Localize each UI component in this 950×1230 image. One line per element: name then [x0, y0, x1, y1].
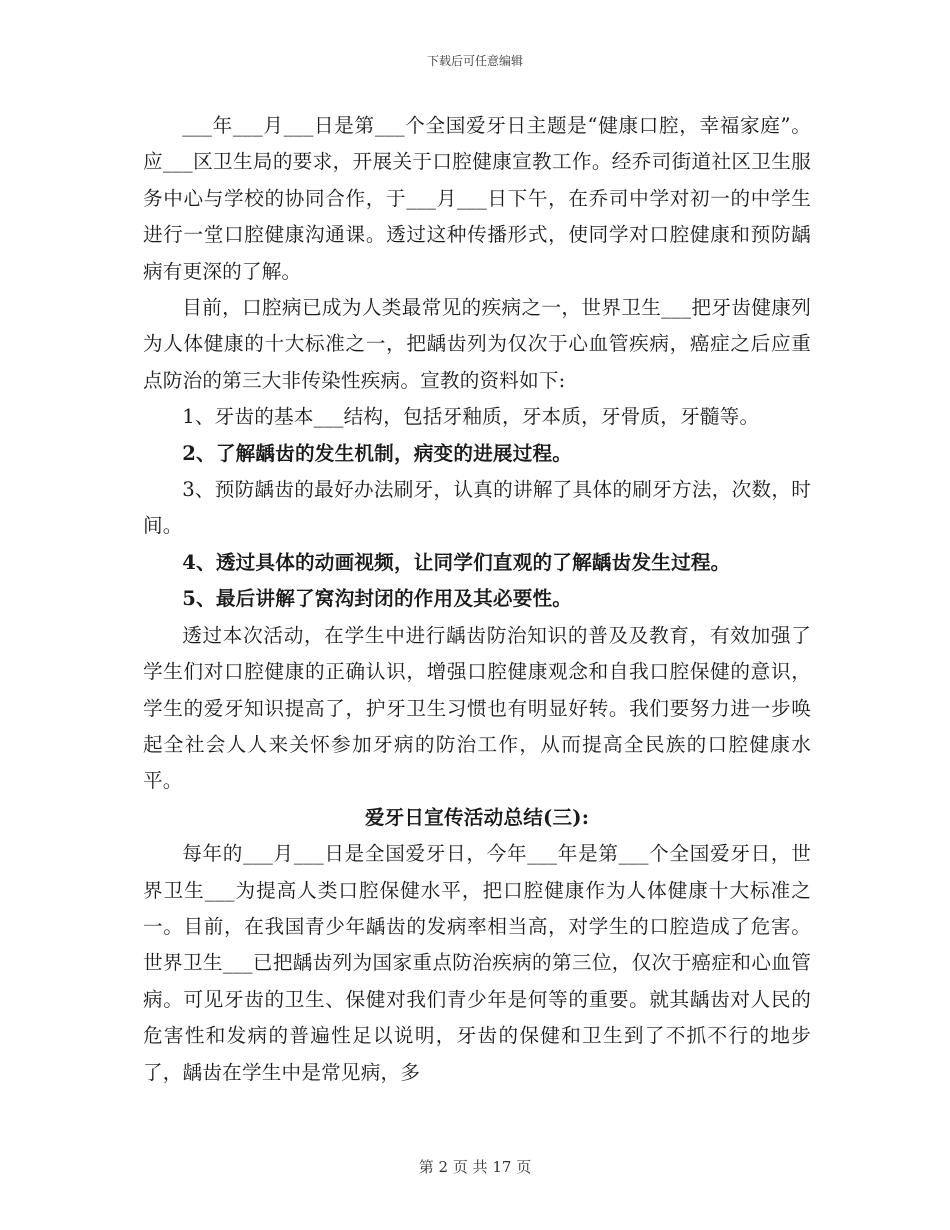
list-item-4: 4、透过具体的动画视频，让同学们直观的了解龋齿发生过程。 [182, 550, 731, 574]
section-title: 爱牙日宣传活动总结(三): [364, 805, 590, 829]
list-item-2: 2、了解龋齿的发生机制，病变的进展过程。 [182, 441, 573, 465]
document-body [143, 108, 811, 1091]
page-header: 下载后可任意编辑 [426, 54, 523, 68]
paragraph-conclusion: 透过本次活动，在学生中进行龋齿防治知识的普及及教育，有效加强了学生们对口腔健康的正确认识，增强口腔健康观念和自我口腔保健的意识，学生的爱牙知识提高了，护牙卫生习惯也有明显好转。我们要努力进一步唤起全社会人人来关怀参加牙病的防治工作，从而提高全民族的口腔健康水平。 [143, 623, 811, 793]
paragraph-section-three: 每年的___月___日是全国爱牙日，今年___年是第___个全国爱牙日，世界卫生___为提高人类口腔保健水平，把口腔健康作为人体健康十大标准之一。目前，在我国青少年龋齿的发病率相当高，对学生的口腔造成了危害。世界卫生___已把龋齿列为国家重点防治疾病的第三位，仅次于癌症和心血管病。可见牙齿的卫生、保健对我们青少年是何等的重要。就其龋齿对人民的危害性和发病的普遍性足以说明，牙齿的保健和卫生到了不抓不行的地步了，龋齿在学生中是常见病，多 [143, 842, 811, 1084]
list-item-5: 5、最后讲解了窝沟封闭的作用及其必要性。 [182, 587, 573, 611]
page-footer: 第 2 页 共 17 页 [418, 1158, 532, 1176]
paragraph-background: 目前，口腔病已成为人类最常见的疾病之一，世界卫生___把牙齿健康列为人体健康的十大标准之一，把龋齿列为仅次于心血管疾病，癌症之后应重点防治的第三大非传染性疾病。宣教的资料如下: [143, 296, 811, 392]
list-item-3: 3、预防龋齿的最好办法刷牙，认真的讲解了具体的刷牙方法，次数，时间。 [143, 478, 811, 538]
list-item-1: 1、牙齿的基本___结构，包括牙釉质，牙本质，牙骨质，牙髓等。 [182, 405, 760, 429]
paragraph-intro: ___年___月___日是第___个全国爱牙日主题是“健康口腔，幸福家庭”。应___区卫生局的要求，开展关于口腔健康宣教工作。经乔司街道社区卫生服务中心与学校的协同合作，于___月___日下午，在乔司中学对初一的中学生进行一堂口腔健康沟通课。透过这种传播形式，使同学对口腔健康和预防龋病有更深的了解。 [143, 114, 811, 283]
